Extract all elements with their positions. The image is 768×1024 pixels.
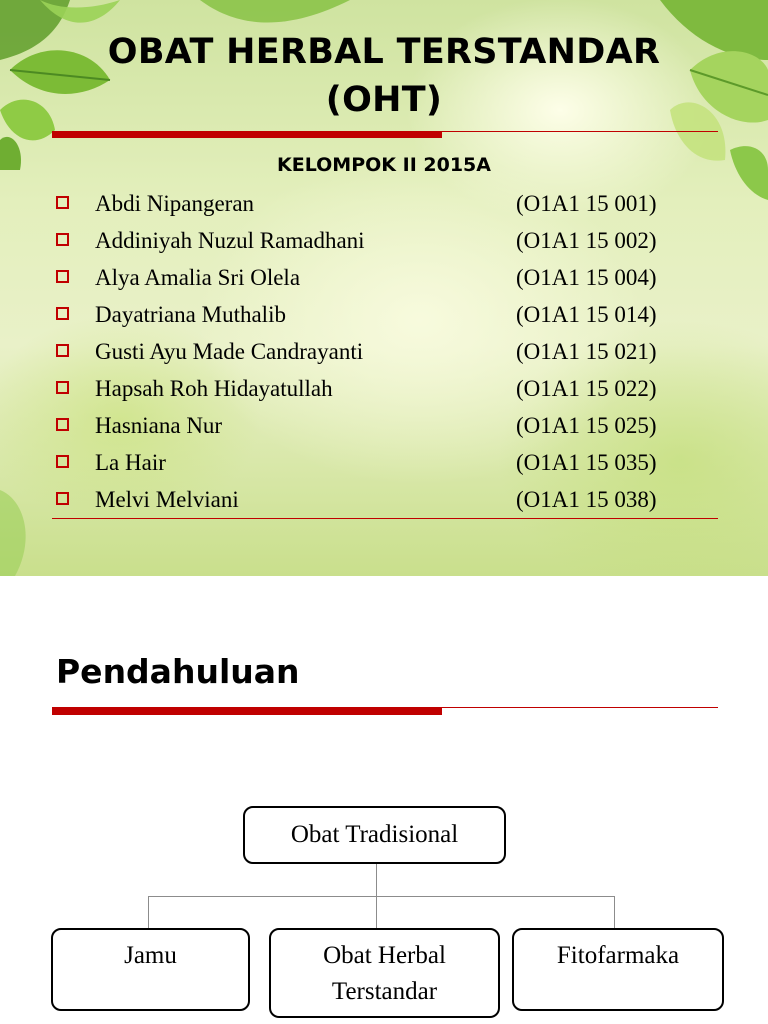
member-list xyxy=(56,187,696,520)
hollow-square-bullet-icon xyxy=(56,381,69,394)
connector-fitofarmaka xyxy=(614,896,615,929)
member-id: (O1A1 15 021) xyxy=(516,339,657,364)
title-underline-thin xyxy=(442,707,718,708)
list-item xyxy=(56,298,696,335)
node-label: Jamu xyxy=(124,942,177,969)
leaf-bottom-left-icon xyxy=(0,470,60,576)
slide-title xyxy=(0,28,768,124)
hollow-square-bullet-icon xyxy=(56,344,69,357)
connector-root-stem xyxy=(376,864,377,897)
member-id: (O1A1 15 022) xyxy=(516,376,657,401)
member-name: Dayatriana Muthalib xyxy=(95,302,286,327)
member-id: (O1A1 15 014) xyxy=(516,302,657,327)
member-name: Hasniana Nur xyxy=(95,413,223,438)
list-item xyxy=(56,261,696,298)
member-name: Melvi Melviani xyxy=(95,487,239,512)
member-id: (O1A1 15 025) xyxy=(516,413,657,438)
hollow-square-bullet-icon xyxy=(56,270,69,283)
list-item xyxy=(56,224,696,261)
list-item xyxy=(56,483,696,520)
hollow-square-bullet-icon xyxy=(56,233,69,246)
member-id: (O1A1 15 038) xyxy=(516,487,657,512)
hollow-square-bullet-icon xyxy=(56,455,69,468)
list-item xyxy=(56,409,696,446)
root-node-label: Obat Tradisional xyxy=(290,821,459,848)
node-label: Fitofarmaka xyxy=(556,942,680,969)
connector-jamu xyxy=(148,896,149,929)
list-item xyxy=(56,372,696,409)
hollow-square-bullet-icon xyxy=(56,196,69,209)
node-label: Obat Herbal Terstandar xyxy=(323,942,446,1005)
diagram-node-fitofarmaka xyxy=(512,928,724,1011)
member-name: La Hair xyxy=(95,450,166,475)
list-item xyxy=(56,446,696,483)
connector-oht xyxy=(376,896,377,929)
connector-horizontal xyxy=(148,896,615,897)
title-underline-thick xyxy=(52,707,442,715)
slide-title-line-1: OBAT HERBAL TERSTANDAR xyxy=(107,32,661,72)
diagram-node-oht xyxy=(269,928,500,1018)
list-item xyxy=(56,187,696,224)
slide-title-line-2: (OHT) xyxy=(325,80,443,120)
member-id: (O1A1 15 002) xyxy=(516,228,657,253)
member-name: Alya Amalia Sri Olela xyxy=(95,265,301,290)
list-bottom-divider xyxy=(52,518,718,519)
member-name: Addiniyah Nuzul Ramadhani xyxy=(95,228,365,253)
diagram-node-jamu xyxy=(51,928,250,1011)
page-title: Pendahuluan xyxy=(56,652,300,691)
list-item xyxy=(56,335,696,372)
member-id: (O1A1 15 004) xyxy=(516,265,657,290)
hollow-square-bullet-icon xyxy=(56,307,69,320)
hollow-square-bullet-icon xyxy=(56,492,69,505)
group-subtitle: KELOMPOK II 2015A xyxy=(277,154,491,176)
title-underline-thick xyxy=(52,131,442,138)
member-id: (O1A1 15 001) xyxy=(516,191,657,216)
diagram-root-node xyxy=(243,806,506,864)
title-underline-thin xyxy=(442,131,718,132)
member-name: Gusti Ayu Made Candrayanti xyxy=(95,339,364,364)
member-name: Abdi Nipangeran xyxy=(95,191,255,216)
hollow-square-bullet-icon xyxy=(56,418,69,431)
member-name: Hapsah Roh Hidayatullah xyxy=(95,376,333,401)
member-id: (O1A1 15 035) xyxy=(516,450,657,475)
